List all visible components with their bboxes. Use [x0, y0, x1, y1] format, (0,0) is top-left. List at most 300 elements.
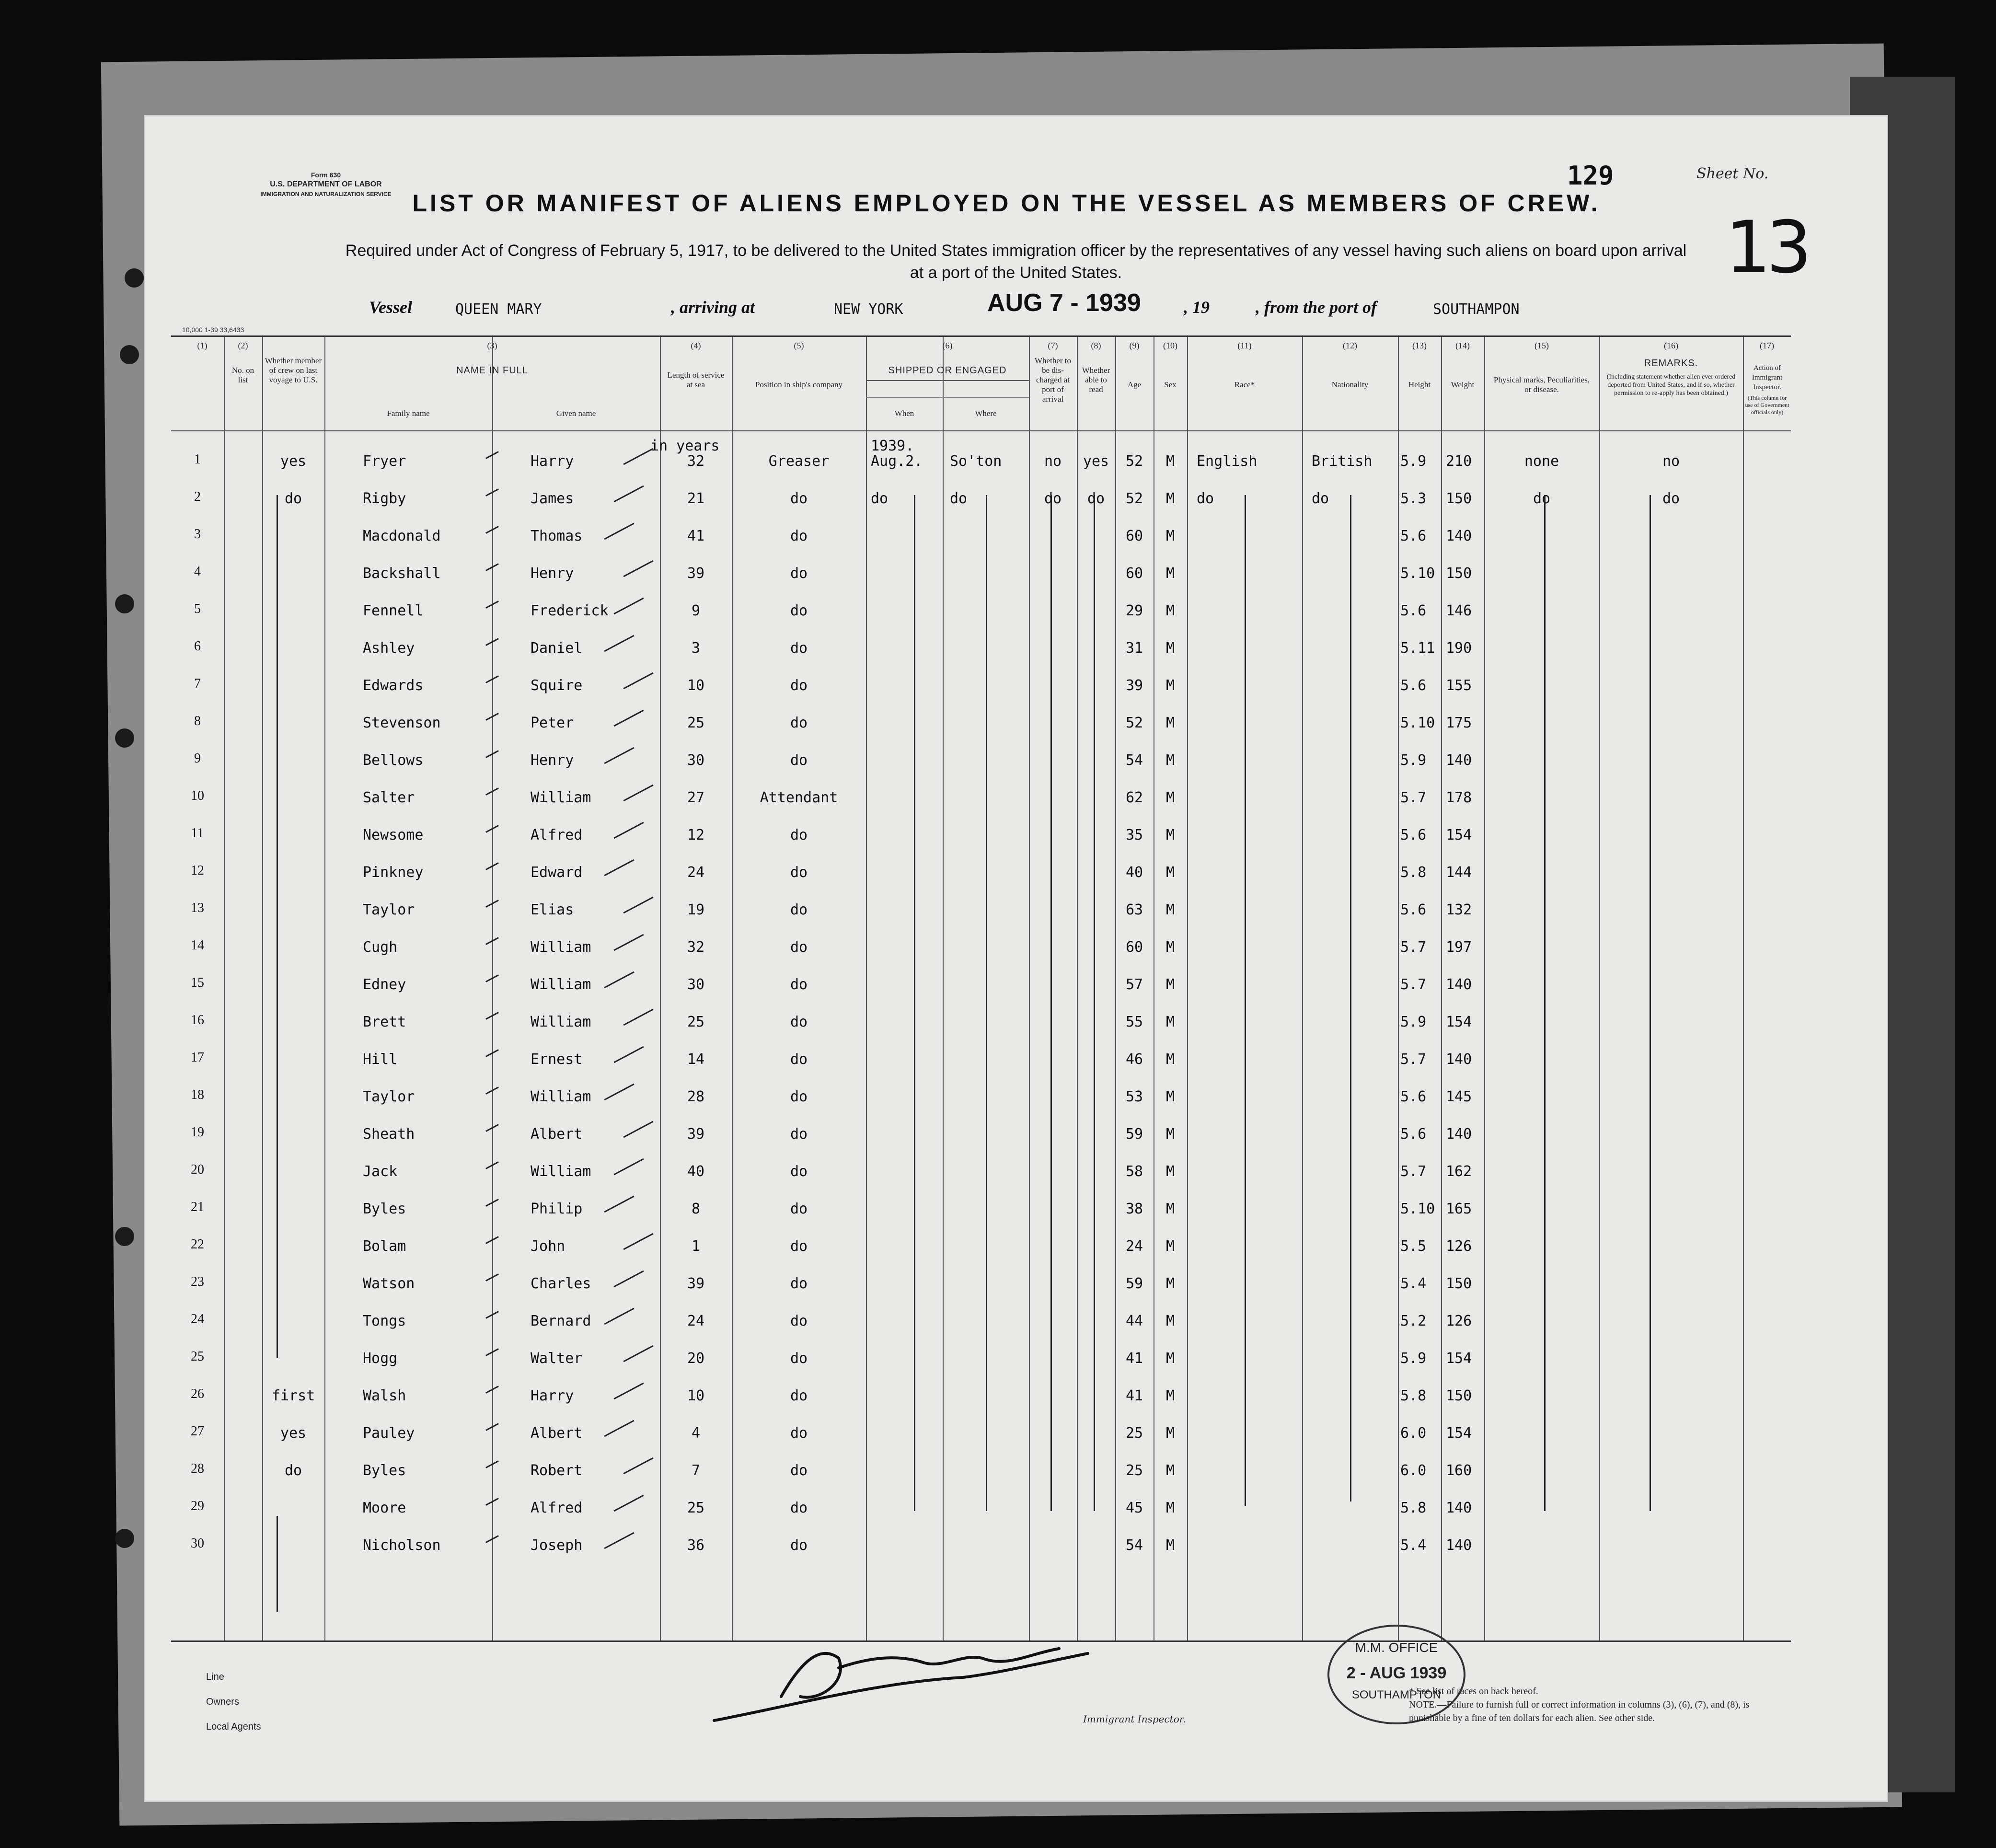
cell-family: Byles: [363, 1201, 406, 1217]
cell-remarks: do: [1662, 490, 1680, 507]
cell-sex: M: [1165, 528, 1175, 544]
cell-service: 20: [687, 1350, 705, 1367]
check-mark: [604, 1420, 634, 1437]
cell-service: 32: [687, 453, 705, 470]
service-unit-note: in years: [650, 438, 720, 454]
cell-given: Ernest: [531, 1051, 583, 1068]
cell-given: James: [531, 490, 574, 507]
cell-sex: M: [1165, 789, 1175, 806]
cell-weight: 165: [1446, 1201, 1472, 1217]
cell-service: 30: [687, 752, 705, 769]
cell-position: Greaser: [768, 453, 830, 470]
cell-height: 5.5: [1400, 1238, 1427, 1255]
col-weight-header: Weight: [1451, 380, 1475, 389]
cell-read: do: [1087, 490, 1105, 507]
cell-sex: M: [1165, 677, 1175, 694]
cell-position: do: [790, 1014, 808, 1030]
row-number: 26: [191, 1386, 204, 1401]
col5-num: (5): [794, 341, 804, 350]
cell-height: 5.7: [1400, 939, 1427, 956]
cell-service: 24: [687, 1313, 705, 1329]
col12-num: (12): [1343, 341, 1357, 350]
cell-family: Walsh: [363, 1387, 406, 1404]
check-mark: [613, 710, 644, 727]
row-number: 9: [194, 751, 201, 766]
cell-position: do: [790, 1275, 808, 1292]
cell-position: do: [790, 1462, 808, 1479]
immigrant-inspector-label: Immigrant Inspector.: [1083, 1713, 1186, 1725]
row-number: 30: [191, 1536, 204, 1551]
cell-prev: yes: [280, 453, 307, 470]
cell-service: 3: [691, 640, 701, 657]
check-mark: [604, 523, 634, 540]
cell-sex: M: [1165, 1425, 1175, 1442]
cell-family: Taylor: [363, 1088, 415, 1105]
col-prev-voyage-header: Whether member of crew on last voyage to U.S.: [265, 356, 322, 384]
cell-height: 5.6: [1400, 901, 1427, 918]
cell-height: 5.10: [1400, 715, 1435, 731]
cell-age: 41: [1125, 1387, 1143, 1404]
cell-position: do: [790, 1500, 808, 1516]
row-number: 12: [191, 863, 204, 878]
punch-hole: [120, 345, 139, 364]
cell-position: do: [790, 976, 808, 993]
cell-discharged: no: [1044, 453, 1062, 470]
row-number: 24: [191, 1312, 204, 1327]
col-no-header: No. on list: [231, 366, 254, 384]
cell-sex: M: [1165, 1275, 1175, 1292]
cell-height: 5.6: [1400, 677, 1427, 694]
cell-height: 5.10: [1400, 1201, 1435, 1217]
cell-weight: 145: [1446, 1088, 1472, 1105]
row-number: 18: [191, 1087, 204, 1102]
cell-sex: M: [1165, 1014, 1175, 1030]
cell-position: do: [790, 640, 808, 657]
cell-prev: do: [284, 490, 302, 507]
col9-num: (9): [1129, 341, 1140, 350]
cell-prev: yes: [280, 1425, 307, 1442]
cell-weight: 154: [1446, 1350, 1472, 1367]
cell-age: 58: [1125, 1163, 1143, 1180]
cell-when: do: [871, 490, 888, 507]
cell-height: 6.0: [1400, 1462, 1427, 1479]
cell-weight: 140: [1446, 528, 1472, 544]
cell-given: John: [531, 1238, 565, 1255]
cell-service: 39: [687, 565, 705, 582]
cell-age: 29: [1125, 602, 1143, 619]
cell-sex: M: [1165, 1201, 1175, 1217]
cell-weight: 150: [1446, 1275, 1472, 1292]
cell-sex: M: [1165, 1462, 1175, 1479]
cell-age: 59: [1125, 1126, 1143, 1143]
cell-given: Peter: [531, 715, 574, 731]
row-number: 19: [191, 1125, 204, 1140]
cell-weight: 144: [1446, 864, 1472, 881]
cell-given: William: [531, 1014, 591, 1030]
check-mark: [623, 897, 653, 914]
cell-age: 44: [1125, 1313, 1143, 1329]
cell-height: 5.4: [1400, 1537, 1427, 1554]
form-number: Form 630: [311, 171, 341, 179]
cell-family: Edwards: [363, 677, 424, 694]
cell-height: 5.7: [1400, 1163, 1427, 1180]
cell-age: 40: [1125, 864, 1143, 881]
cell-position: do: [790, 864, 808, 881]
penalty-note: NOTE.—Failure to furnish full or correct information in columns (3), (6), (7), and (8), is punishable by a fine of ten dollars for each alien. See other side.: [1409, 1699, 1750, 1723]
check-mark: [604, 1308, 634, 1325]
cell-age: 62: [1125, 789, 1143, 806]
row-number: 10: [191, 788, 204, 803]
cell-family: Sheath: [363, 1126, 415, 1143]
from-port-label: , from the port of: [1256, 298, 1377, 317]
row-number: 4: [194, 564, 201, 579]
check-mark: [613, 934, 644, 951]
cell-weight: 140: [1446, 1537, 1472, 1554]
check-mark: [623, 672, 653, 690]
cell-height: 5.6: [1400, 1088, 1427, 1105]
punch-hole: [115, 1529, 134, 1548]
cell-given: Joseph: [531, 1537, 583, 1554]
cell-service: 10: [687, 1387, 705, 1404]
cell-sex: M: [1165, 1126, 1175, 1143]
row-number: 21: [191, 1200, 204, 1214]
cell-sex: M: [1165, 1350, 1175, 1367]
cell-sex: M: [1165, 864, 1175, 881]
cell-given: Charles: [531, 1275, 591, 1292]
col-shipped-header: SHIPPED OR ENGAGED: [888, 365, 1007, 376]
cell-position: do: [790, 901, 808, 918]
cell-sex: M: [1165, 565, 1175, 582]
col-remarks-subheader: (Including statement whether alien ever ordered deported from United States, and if so, whether permission to re-apply has been obtained.): [1606, 373, 1736, 397]
cell-family: Hogg: [363, 1350, 398, 1367]
check-mark: [623, 560, 653, 578]
cell-weight: 178: [1446, 789, 1472, 806]
cell-given: Albert: [531, 1425, 583, 1442]
col-service-header: Length of service at sea: [667, 370, 725, 389]
service-label: IMMIGRATION AND NATURALIZATION SERVICE: [260, 191, 392, 197]
stamp-top: M.M. OFFICE: [1355, 1640, 1438, 1655]
cell-weight: 160: [1446, 1462, 1472, 1479]
cell-weight: 126: [1446, 1238, 1472, 1255]
cell-age: 39: [1125, 677, 1143, 694]
cell-position: do: [790, 1425, 808, 1442]
cell-family: Edney: [363, 976, 406, 993]
cell-sex: M: [1165, 752, 1175, 769]
cell-position: do: [790, 1051, 808, 1068]
check-mark: [604, 1084, 634, 1101]
row-number: 6: [194, 639, 201, 654]
local-agents-label: Local Agents: [206, 1721, 261, 1732]
check-mark: [604, 635, 634, 652]
cell-service: 4: [691, 1425, 701, 1442]
footnote: [1409, 1685, 1792, 1725]
cell-height: 6.0: [1400, 1425, 1427, 1442]
col-read-header: Whether able to read: [1082, 366, 1110, 394]
check-mark: [613, 1270, 644, 1288]
manifest-table: [171, 335, 1791, 1642]
row-number: 3: [194, 527, 201, 542]
col-where-header: Where: [975, 409, 997, 418]
cell-sex: M: [1165, 1051, 1175, 1068]
col1-num: (1): [197, 341, 208, 350]
cell-service: 30: [687, 976, 705, 993]
cell-nationality: British: [1312, 453, 1373, 470]
row-number: 5: [194, 601, 201, 616]
cell-given: Albert: [531, 1126, 583, 1143]
cell-age: 52: [1125, 490, 1143, 507]
check-mark: [604, 747, 634, 764]
cell-given: Edward: [531, 864, 583, 881]
cell-given: Elias: [531, 901, 574, 918]
cell-sex: M: [1165, 1387, 1175, 1404]
col-given-header: Given name: [556, 409, 596, 418]
cell-given: Squire: [531, 677, 583, 694]
cell-given: Daniel: [531, 640, 583, 657]
cell-height: 5.6: [1400, 1126, 1427, 1143]
cell-position: do: [790, 490, 808, 507]
punch-hole: [115, 594, 134, 613]
cell-age: 54: [1125, 1537, 1143, 1554]
cell-weight: 140: [1446, 1126, 1472, 1143]
col-race-header: Race*: [1234, 380, 1255, 389]
sheet-no-label: Sheet No.: [1696, 165, 1769, 182]
check-mark: [623, 1457, 653, 1475]
row-number: 2: [194, 489, 201, 504]
cell-age: 63: [1125, 901, 1143, 918]
cell-position: do: [790, 752, 808, 769]
check-mark: [604, 1532, 634, 1549]
check-mark: [613, 1383, 644, 1400]
cell-given: Alfred: [531, 827, 583, 843]
cell-weight: 150: [1446, 490, 1472, 507]
col15-num: (15): [1534, 341, 1549, 350]
cell-read: yes: [1083, 453, 1109, 470]
cell-family: Fennell: [363, 602, 424, 619]
cell-weight: 140: [1446, 1500, 1472, 1516]
cell-family: Nicholson: [363, 1537, 441, 1554]
cell-height: 5.6: [1400, 528, 1427, 544]
cell-sex: M: [1165, 939, 1175, 956]
handwritten-sheet-mark: 13: [1725, 206, 1807, 289]
cell-service: 41: [687, 528, 705, 544]
cell-family: Byles: [363, 1462, 406, 1479]
inspector-signature: [695, 1625, 1126, 1730]
check-mark: [623, 1009, 653, 1026]
cell-race: do: [1197, 490, 1214, 507]
cell-family: Brett: [363, 1014, 406, 1030]
cell-position: do: [790, 1163, 808, 1180]
cell-sex: M: [1165, 715, 1175, 731]
departure-port: SOUTHAMPON: [1433, 301, 1520, 318]
cell-age: 38: [1125, 1201, 1143, 1217]
cell-weight: 146: [1446, 602, 1472, 619]
cell-family: Newsome: [363, 827, 424, 843]
cell-service: 25: [687, 715, 705, 731]
cell-weight: 150: [1446, 1387, 1472, 1404]
cell-family: Pauley: [363, 1425, 415, 1442]
col2-num: (2): [238, 341, 248, 350]
cell-given: Harry: [531, 1387, 574, 1404]
cell-sex: M: [1165, 602, 1175, 619]
cell-position: do: [790, 528, 808, 544]
cell-weight: 126: [1446, 1313, 1472, 1329]
cell-position: do: [790, 715, 808, 731]
cell-given: Robert: [531, 1462, 583, 1479]
cell-service: 9: [691, 602, 701, 619]
cell-age: 57: [1125, 976, 1143, 993]
cell-given: William: [531, 976, 591, 993]
col-when-header: When: [894, 409, 914, 418]
cell-service: 32: [687, 939, 705, 956]
check-mark: [623, 1233, 653, 1250]
row-number: 22: [191, 1237, 204, 1252]
cell-weight: 210: [1446, 453, 1472, 470]
cell-height: 5.6: [1400, 602, 1427, 619]
cell-position: do: [790, 827, 808, 843]
cell-age: 54: [1125, 752, 1143, 769]
cell-position: do: [790, 1387, 808, 1404]
cell-family: Macdonald: [363, 528, 441, 544]
col17-num: (17): [1760, 341, 1774, 350]
cell-age: 52: [1125, 715, 1143, 731]
cell-service: 25: [687, 1500, 705, 1516]
cell-age: 53: [1125, 1088, 1143, 1105]
col4-num: (4): [691, 341, 701, 350]
cell-sex: M: [1165, 1163, 1175, 1180]
row-number: 20: [191, 1162, 204, 1177]
cell-height: 5.2: [1400, 1313, 1427, 1329]
check-mark: [604, 971, 634, 989]
row-number: 15: [191, 975, 204, 990]
cell-race: English: [1197, 453, 1258, 470]
cell-sex: M: [1165, 901, 1175, 918]
cell-service: 10: [687, 677, 705, 694]
cell-family: Fryer: [363, 453, 406, 470]
cell-sex: M: [1165, 827, 1175, 843]
cell-family: Tongs: [363, 1313, 406, 1329]
manifest-page: [144, 115, 1888, 1802]
cell-age: 60: [1125, 565, 1143, 582]
check-mark: [623, 785, 653, 802]
col13-num: (13): [1412, 341, 1427, 350]
col8-num: (8): [1091, 341, 1101, 350]
department-label: U.S. DEPARTMENT OF LABOR: [270, 180, 382, 188]
cell-sex: M: [1165, 640, 1175, 657]
cell-sex: M: [1165, 976, 1175, 993]
cell-given: William: [531, 939, 591, 956]
check-mark: [613, 1046, 644, 1063]
check-mark: [613, 485, 644, 503]
row-number: 17: [191, 1050, 204, 1065]
cell-sex: M: [1165, 1088, 1175, 1105]
cell-position: do: [790, 1201, 808, 1217]
cell-position: do: [790, 1238, 808, 1255]
page-subtitle: Required under Act of Congress of February 5, 1917, to be delivered to the United States immigration officer by the representatives of any vessel having such aliens on board upon arrival at a port of the United States.: [345, 242, 1687, 282]
row-number: 25: [191, 1349, 204, 1364]
check-mark: [623, 448, 653, 465]
cell-height: 5.8: [1400, 864, 1427, 881]
year-label: , 19: [1184, 298, 1210, 317]
cell-sex: M: [1165, 1238, 1175, 1255]
cell-given: Walter: [531, 1350, 583, 1367]
cell-weight: 140: [1446, 1051, 1472, 1068]
cell-height: 5.9: [1400, 752, 1427, 769]
cell-sex: M: [1165, 1313, 1175, 1329]
check-mark: [604, 859, 634, 877]
cell-given: Alfred: [531, 1500, 583, 1516]
col-action-header: Action of Immigrant Inspector.: [1752, 364, 1783, 391]
cell-service: 7: [691, 1462, 701, 1479]
cell-position: do: [790, 1126, 808, 1143]
cell-weight: 175: [1446, 715, 1472, 731]
cell-service: 21: [687, 490, 705, 507]
cell-height: 5.9: [1400, 453, 1427, 470]
cell-family: Pinkney: [363, 864, 424, 881]
cell-family: Stevenson: [363, 715, 441, 731]
owners-label: Owners: [206, 1697, 239, 1707]
line-label: Line: [206, 1672, 224, 1682]
col14-num: (14): [1455, 341, 1470, 350]
cell-weight: 155: [1446, 677, 1472, 694]
col11-num: (11): [1237, 341, 1252, 350]
cell-weight: 132: [1446, 901, 1472, 918]
col-family-header: Family name: [387, 409, 430, 418]
cell-weight: 150: [1446, 565, 1472, 582]
cell-family: Cugh: [363, 939, 398, 956]
cell-height: 5.7: [1400, 976, 1427, 993]
cell-height: 5.8: [1400, 1500, 1427, 1516]
check-mark: [613, 598, 644, 615]
row-number: 11: [191, 826, 204, 841]
stamp-date: 2 - AUG 1939: [1346, 1664, 1447, 1682]
cell-family: Salter: [363, 789, 415, 806]
cell-family: Rigby: [363, 490, 406, 507]
cell-service: 39: [687, 1126, 705, 1143]
cell-weight: 154: [1446, 827, 1472, 843]
cell-family: Backshall: [363, 565, 441, 582]
cell-marks: none: [1524, 453, 1559, 470]
cell-height: 5.7: [1400, 789, 1427, 806]
cell-weight: 154: [1446, 1014, 1472, 1030]
col-position-header: Position in ship's company: [755, 380, 843, 389]
cell-position: do: [790, 1350, 808, 1367]
cell-given: Bernard: [531, 1313, 591, 1329]
check-mark: [613, 822, 644, 839]
cell-family: Bellows: [363, 752, 424, 769]
cell-family: Hill: [363, 1051, 398, 1068]
cell-service: 19: [687, 901, 705, 918]
cell-height: 5.8: [1400, 1387, 1427, 1404]
shipped-year-note: 1939.: [871, 438, 914, 454]
cell-prev: do: [284, 1462, 302, 1479]
cell-weight: 162: [1446, 1163, 1472, 1180]
col-discharged-header: Whether to be dis-charged at port of arrival: [1035, 356, 1071, 404]
cell-service: 24: [687, 864, 705, 881]
cell-position: do: [790, 1537, 808, 1554]
col-remarks-header: REMARKS.: [1644, 358, 1698, 369]
cell-height: 5.10: [1400, 565, 1435, 582]
row-number: 13: [191, 901, 204, 915]
cell-given: William: [531, 1088, 591, 1105]
cell-sex: M: [1165, 1500, 1175, 1516]
cell-service: 39: [687, 1275, 705, 1292]
col-height-header: Height: [1408, 380, 1431, 389]
cell-age: 46: [1125, 1051, 1143, 1068]
row-number: 28: [191, 1461, 204, 1476]
row-number: 8: [194, 714, 201, 728]
cell-sex: M: [1165, 453, 1175, 470]
cell-remarks: no: [1662, 453, 1680, 470]
